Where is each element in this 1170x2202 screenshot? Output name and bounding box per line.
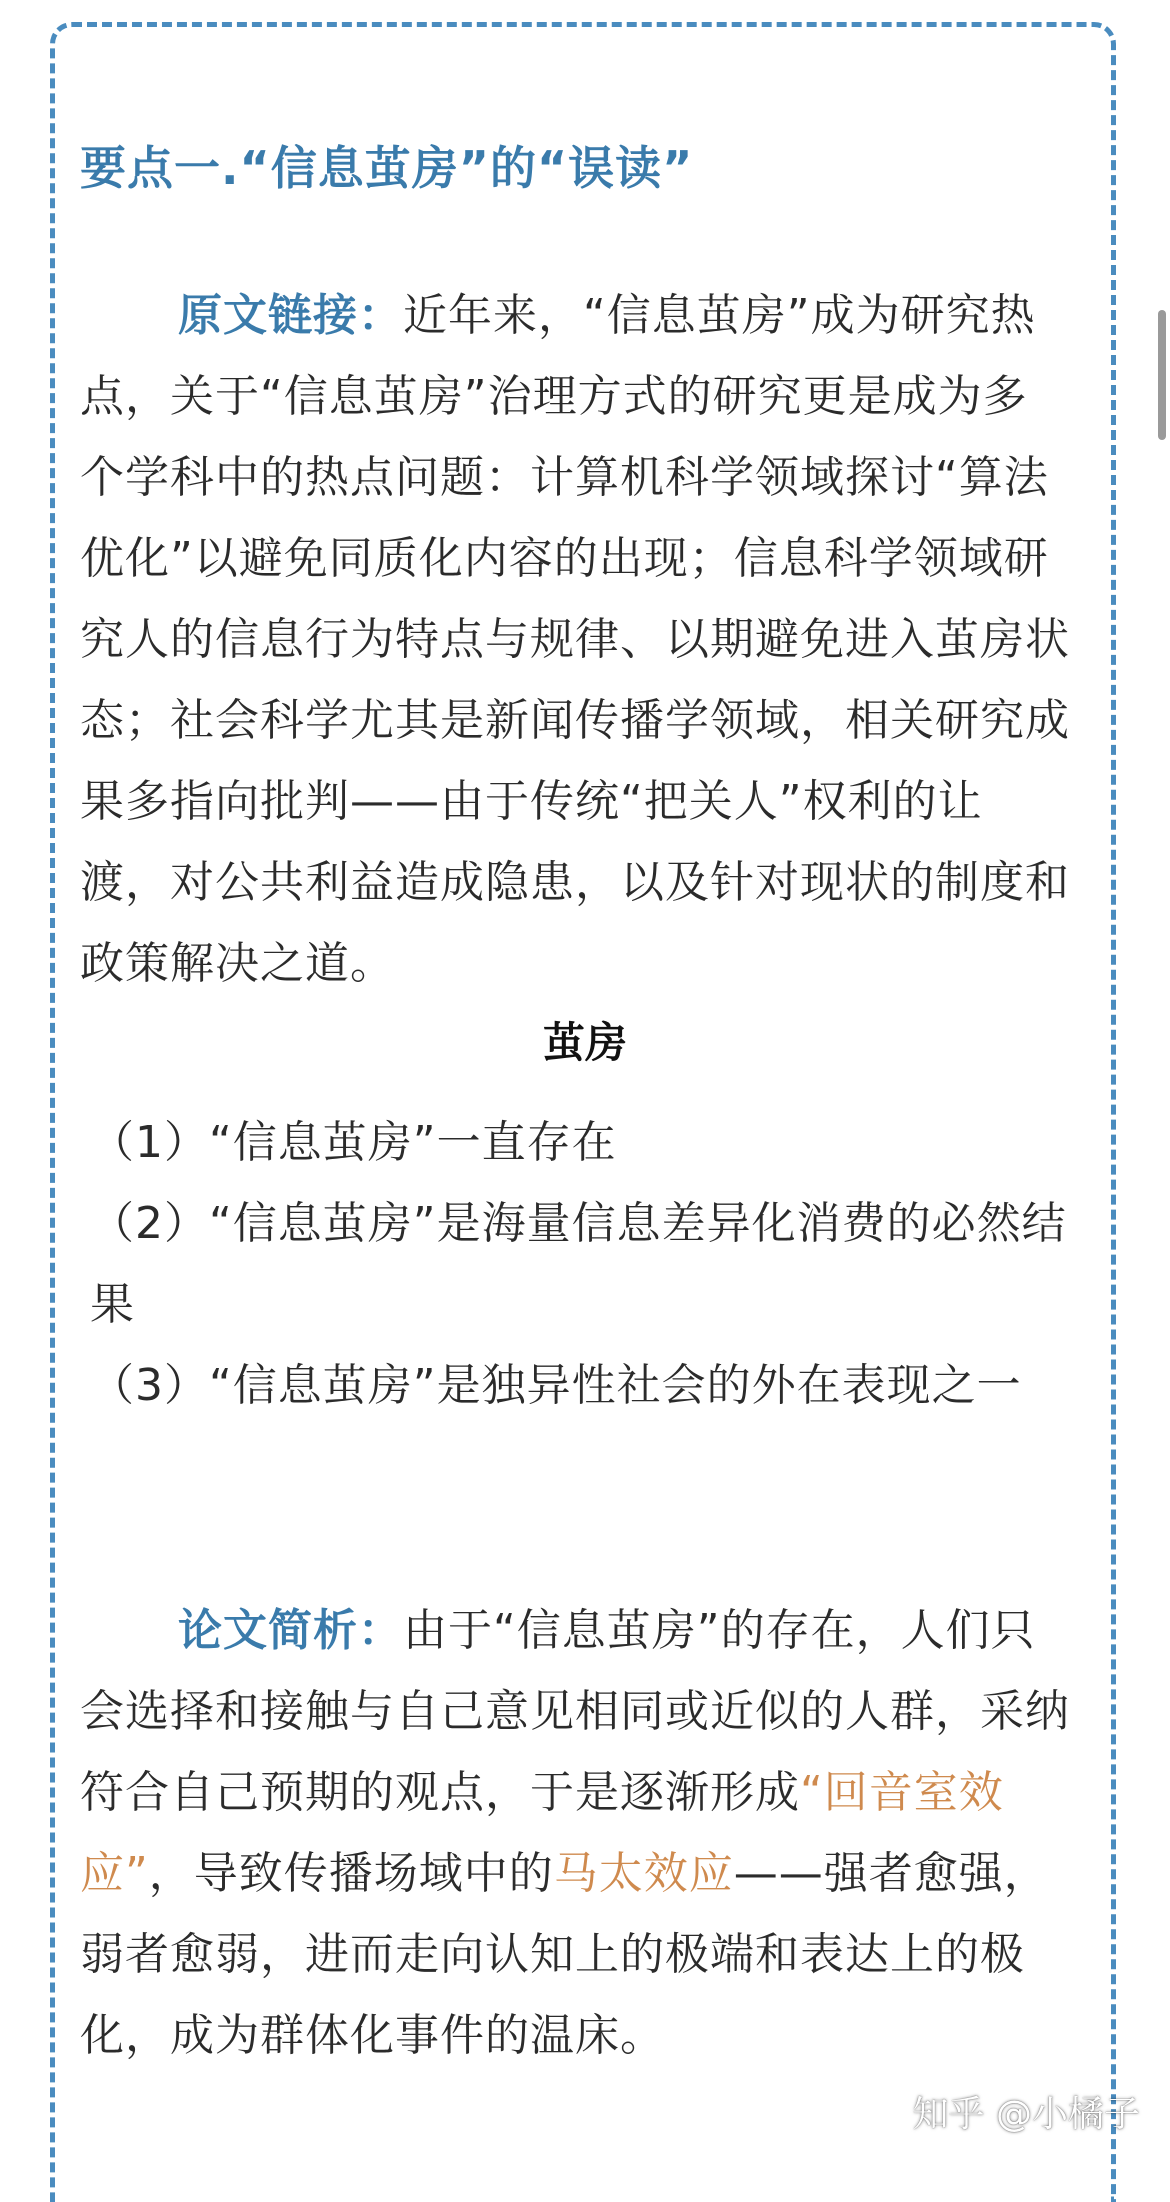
point-list <box>80 1102 1070 1426</box>
subheading: 茧房 <box>542 1018 627 1067</box>
analysis-paragraph <box>80 1590 1070 2076</box>
original-text-body: 近年来，“信息茧房”成为研究热点，关于“信息茧房”治理方式的研究更是成为多个学科中的热点问题：计算机科学领域探讨“算法优化”以避免同质化内容的出现；信息科学领域研究人的信息行为特点与规律、以期避免进入茧房状态；社会科学尤其是新闻传播学领域，相关研究成果多指向批判——由于传统“把关人”权利的让渡，对公共利益造成隐患，以及针对现状的制度和政策解决之道。 <box>80 290 1070 989</box>
original-text-paragraph <box>80 275 1070 1004</box>
list-item: （1）“信息茧房”一直存在 <box>90 1117 617 1168</box>
analysis-text-a: 由于“信息茧房”的存在，人们只会选择和接触与自己意见相同或近似的人群，采纳符合自己预期的观点，于是逐渐形成 <box>80 1605 1070 1818</box>
matthew-effect-highlight[interactable]: 马太效应 <box>553 1848 734 1899</box>
analysis-text-b: ，导致传播场域中的 <box>148 1848 554 1899</box>
echo-chamber-highlight[interactable]: “回音室效应” <box>80 1767 1004 1899</box>
scrollbar[interactable] <box>1158 310 1166 440</box>
list-item: （2）“信息茧房”是海量信息差异化消费的必然结果 <box>90 1198 1067 1330</box>
original-link-label: 原文链接： <box>178 290 403 341</box>
section-title: 要点一.“信息茧房”的“误读” <box>80 141 694 195</box>
analysis-text-c: ——强者愈强，弱者愈弱，进而走向认知上的极端和表达上的极化，成为群体化事件的温床。 <box>80 1848 1049 2061</box>
list-item: （3）“信息茧房”是独异性社会的外在表现之一 <box>90 1360 1022 1411</box>
zhihu-watermark: 知乎 @小橘子 <box>912 2094 1140 2135</box>
analysis-label: 论文简析： <box>178 1605 403 1656</box>
